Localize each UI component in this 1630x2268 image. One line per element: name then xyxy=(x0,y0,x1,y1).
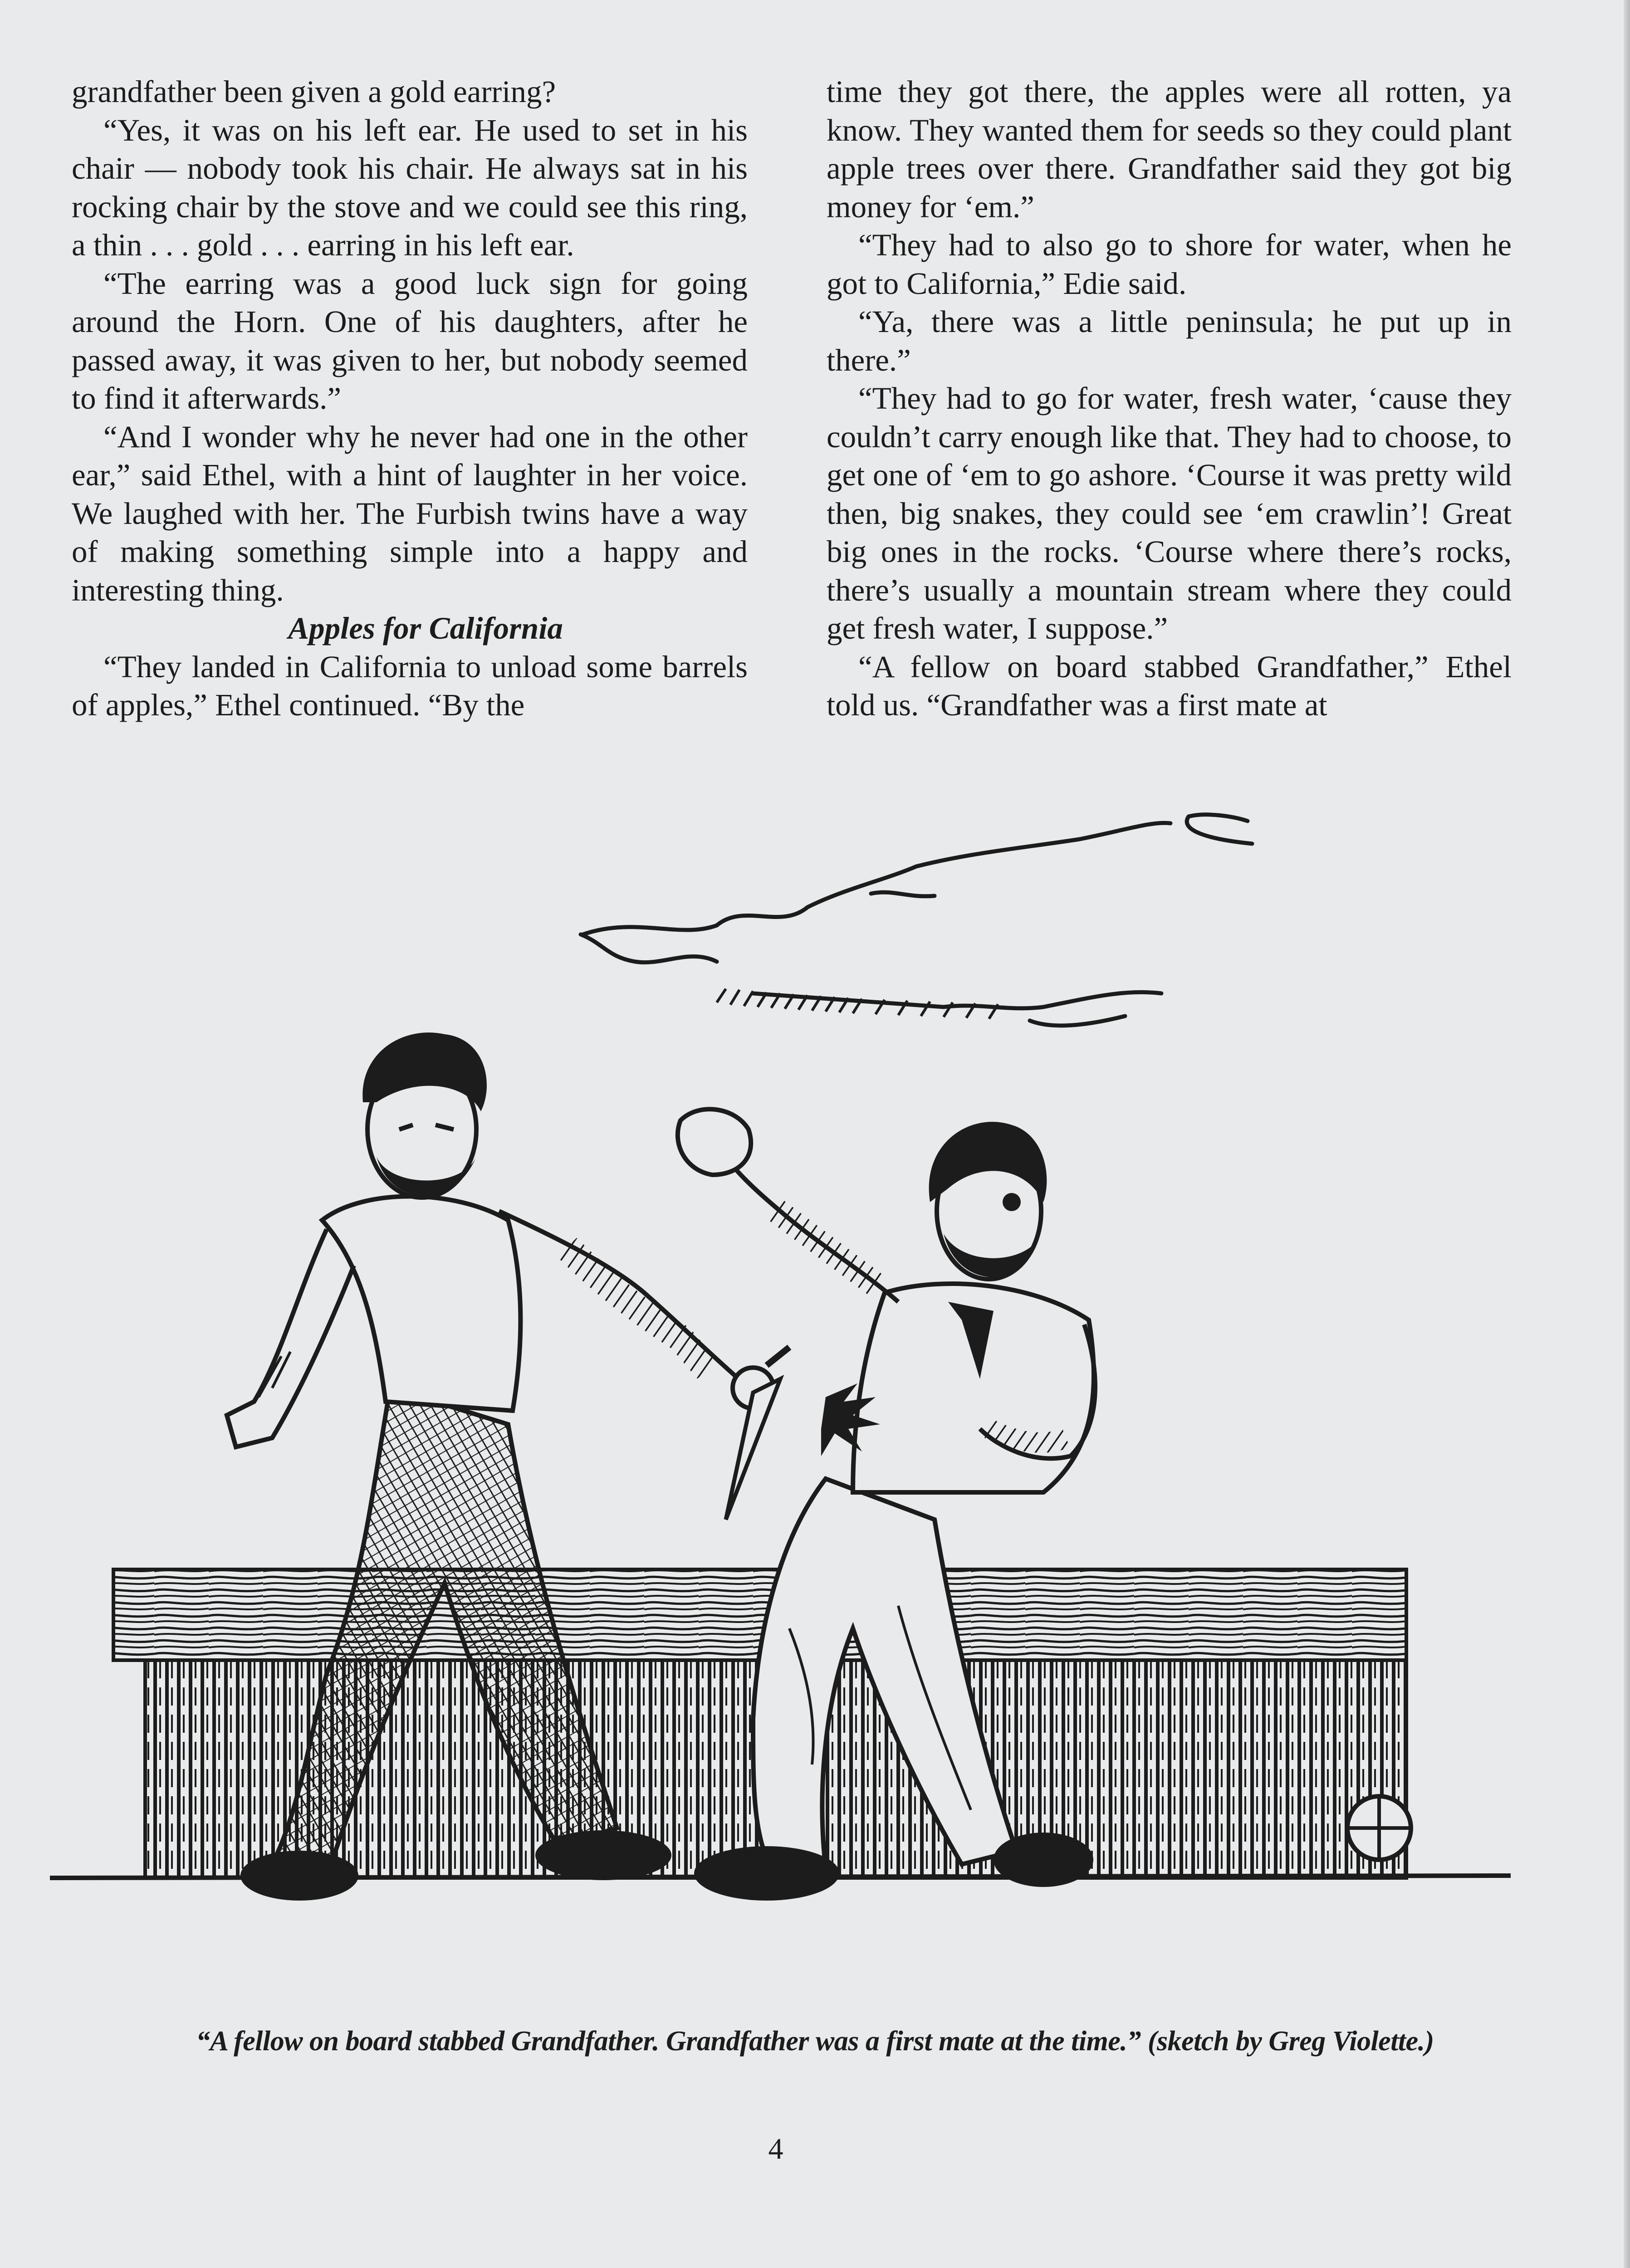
section-subheading: Apples for California xyxy=(288,611,563,645)
cloud-drawing xyxy=(581,815,1252,1026)
paragraph: “Ya, there was a little peninsula; he put up in there.” xyxy=(827,304,1512,377)
paragraph: “A fellow on board stabbed Grandfather,” Ethel told us. “Grandfather was a first mate at xyxy=(827,649,1512,722)
paragraph: “The earring was a good luck sign for going around the Horn. One of his daughters, after he passed away, it was given to her, but nobody seemed to find it afterwards.” xyxy=(72,266,748,415)
sketch-illustration xyxy=(45,812,1524,2009)
paragraph: “They had to go for water, fresh water, ‘cause they couldn’t carry enough like that. They had to choose, to get one of ‘em to go ashore. ‘Course it was pretty wild then, big snakes, they could see ‘em crawlin’! Great big ones in the rocks. ‘Course where there’s rocks, there’s usually a mountain stream where they could get fresh water, I suppose.” xyxy=(827,381,1512,645)
paragraph: grandfather been given a gold earring? xyxy=(72,74,556,109)
paragraph: time they got there, the apples were all rotten, ya know. They wanted them for seeds so they could plant apple trees over there. Grandfather said they got big money for ‘em.” xyxy=(827,74,1512,224)
paragraph: “They had to also go to shore for water, when he got to California,” Edie said. xyxy=(827,228,1512,301)
page-number: 4 xyxy=(768,2132,783,2165)
right-column xyxy=(827,73,1512,724)
left-column xyxy=(72,73,748,724)
illustration-caption: “A fellow on board stabbed Grandfather. Grandfather was a first mate at the time.” (sketch by Greg Violette.) xyxy=(196,2026,1434,2057)
paragraph: “And I wonder why he never had one in the other ear,” said Ethel, with a hint of laughter in her voice. We laughed with her. The Furbish twins have a way of making something simple into a happy and interesting thing. xyxy=(72,419,748,607)
paragraph: “Yes, it was on his left ear. He used to set in his chair — nobody took his chair. He always sat in his rocking chair by the stove and we could see this ring, a thin . . . gold . . . earring in his left ear. xyxy=(72,112,748,262)
paragraph: “They landed in California to unload some barrels of apples,” Ethel continued. “By the xyxy=(72,649,748,722)
page-edge xyxy=(1624,0,1630,2268)
